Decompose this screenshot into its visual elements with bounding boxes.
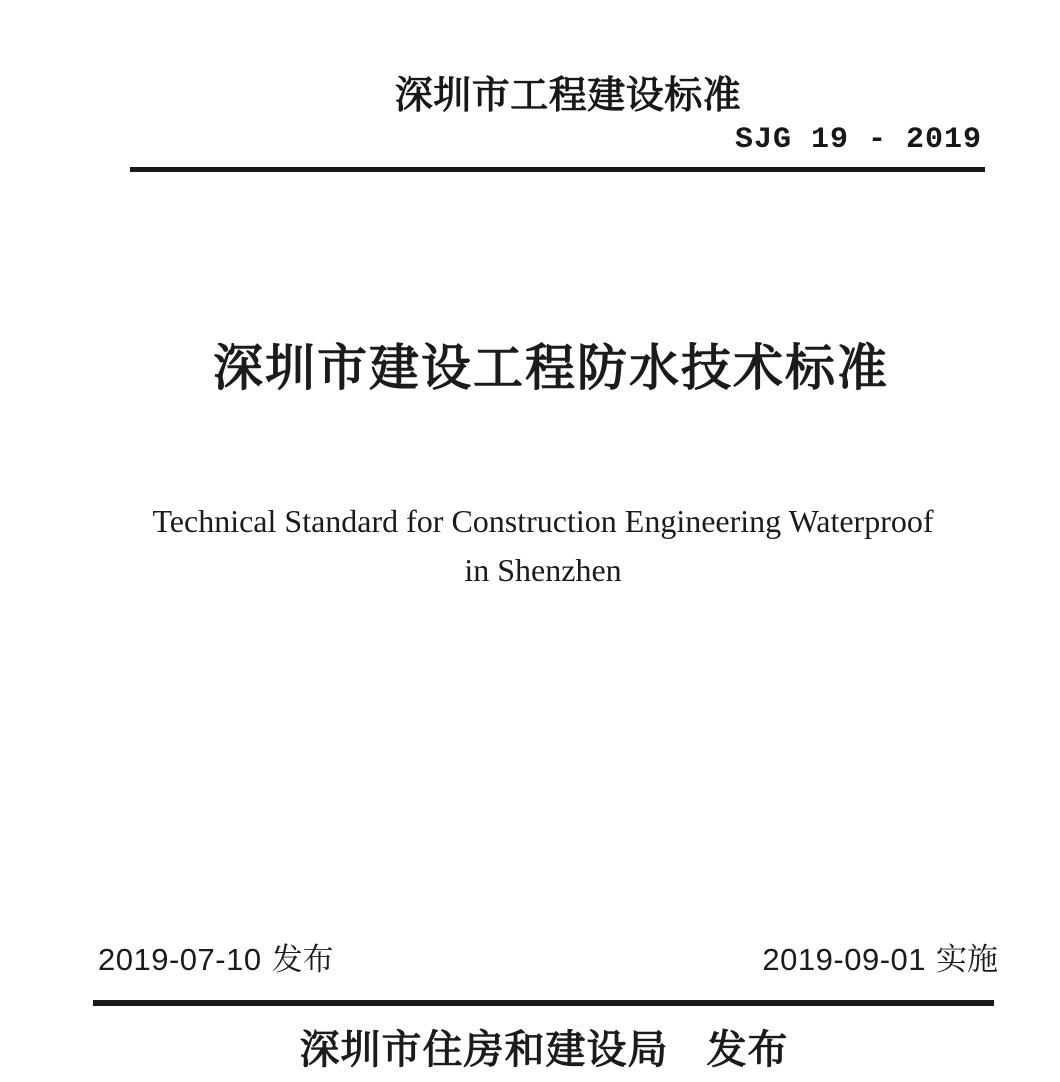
series-title: 深圳市工程建设标准 <box>394 75 742 117</box>
bottom-divider-line <box>93 1000 994 1006</box>
publisher-action-label: 发布 <box>706 1028 789 1072</box>
top-divider-line <box>130 167 985 172</box>
issue-label: 发布 <box>271 942 334 977</box>
implementation-date: 2019-09-01 <box>762 942 926 977</box>
english-title <box>26 497 1060 595</box>
publisher-name: 深圳市住房和建设局 <box>299 1028 669 1072</box>
english-title-line1: Technical Standard for Construction Engineering Waterproof <box>152 503 934 539</box>
main-title: 深圳市建设工程防水技术标准 <box>213 340 889 396</box>
english-title-line2: in Shenzhen <box>464 552 622 588</box>
standard-number: SJG 19 - 2019 <box>734 123 982 157</box>
implementation-label: 实施 <box>936 942 998 977</box>
implementation-date-item <box>762 934 998 979</box>
publisher-line <box>28 1018 1060 1075</box>
issue-date: 2019-07-10 <box>98 942 262 977</box>
dates-row <box>98 934 998 979</box>
issue-date-item <box>98 934 334 979</box>
